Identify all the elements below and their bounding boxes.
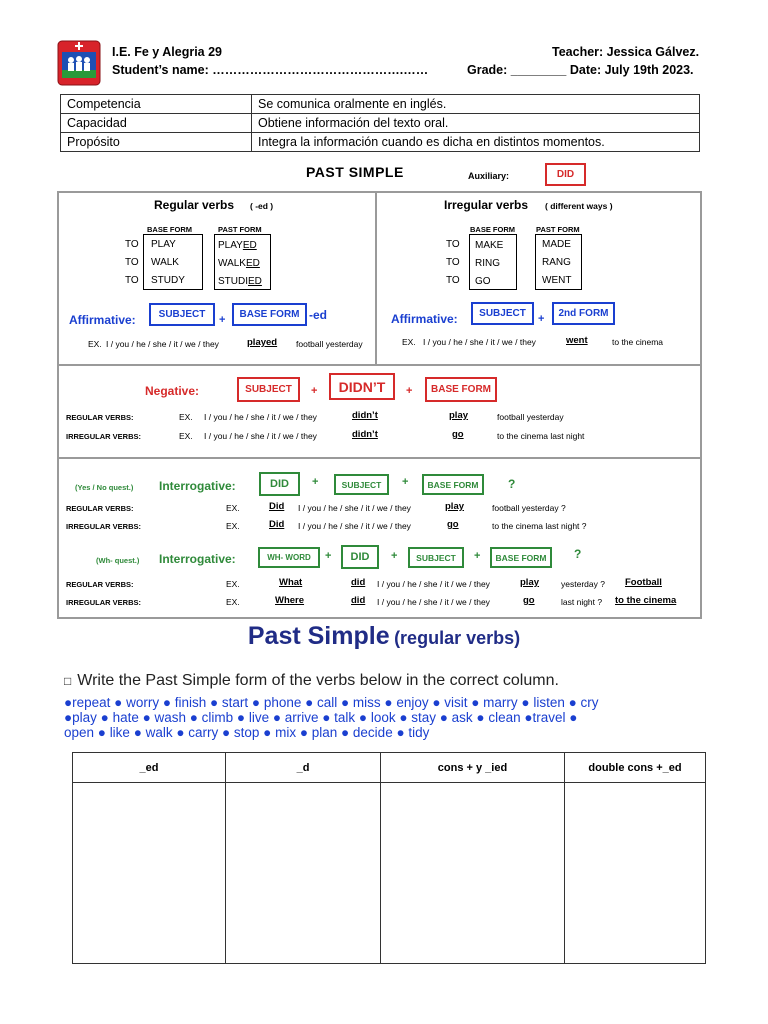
to-label: TO xyxy=(446,239,460,250)
did-box: DID xyxy=(259,472,300,496)
past-verb: MADE xyxy=(542,239,571,250)
aux-didnt: didn’t xyxy=(352,410,378,421)
worksheet-title: Past Simple (regular verbs) xyxy=(247,622,521,650)
school-logo xyxy=(57,40,101,86)
plus-sign: + xyxy=(391,550,398,562)
answer: Football xyxy=(625,577,662,588)
to-label: TO xyxy=(446,257,460,268)
table-row xyxy=(61,95,700,114)
example-label: EX. xyxy=(179,431,193,441)
past-form-header: PAST FORM xyxy=(218,225,262,234)
past-verb: WENT xyxy=(542,275,572,286)
pronouns: I / you / he / she / it / we / they xyxy=(106,339,219,349)
example-rest: yesterday ? xyxy=(561,579,605,589)
example-label: EX. xyxy=(402,337,416,347)
plus-sign: + xyxy=(312,476,319,488)
past-verb: WALKED xyxy=(218,258,260,269)
base-form-header: BASE FORM xyxy=(147,225,192,234)
grade-date: Grade: ________ Date: July 19th 2023. xyxy=(467,63,694,77)
interrogative-label: Interrogative: xyxy=(159,552,236,566)
column-header: double cons +_ed xyxy=(565,753,706,783)
panel-divider xyxy=(57,364,702,366)
example-label: EX. xyxy=(226,597,240,607)
answer-table xyxy=(72,752,706,964)
verb-type-label: REGULAR VERBS: xyxy=(66,580,134,589)
column-header: _ed xyxy=(73,753,226,783)
teacher-name: Teacher: Jessica Gálvez. xyxy=(552,45,700,59)
ed-suffix: -ed xyxy=(309,308,327,322)
school-name: I.E. Fe y Alegria 29 xyxy=(112,45,223,59)
verb-type-label: IRREGULAR VERBS: xyxy=(66,522,142,531)
wh-tag: (Wh- quest.) xyxy=(96,556,140,565)
aux-did: Did xyxy=(269,519,285,530)
plus-sign: + xyxy=(219,314,226,326)
aux-did: Did xyxy=(269,501,285,512)
verb-played: played xyxy=(247,337,278,348)
answer-cell-ied[interactable] xyxy=(381,783,565,964)
answer-cell-double[interactable] xyxy=(565,783,706,964)
verb-go: go xyxy=(452,429,464,440)
verb-play: play xyxy=(445,501,465,512)
affirmative-label: Affirmative: xyxy=(391,312,458,326)
base-verb: STUDY xyxy=(151,275,185,286)
plus-sign: + xyxy=(311,385,318,397)
subject-box: SUBJECT xyxy=(471,302,534,325)
wh-word-box: WH- WORD xyxy=(258,547,320,568)
to-label: TO xyxy=(125,257,139,268)
student-name-line: Student’s name: ……………………………………….…… xyxy=(112,63,429,77)
row-label: Propósito xyxy=(61,133,252,152)
competency-table xyxy=(60,94,700,152)
row-label: Competencia xyxy=(61,95,252,114)
auxiliary-did-box: DID xyxy=(545,163,586,186)
column-header: _d xyxy=(226,753,381,783)
subject-box: SUBJECT xyxy=(408,547,464,568)
example-rest: to the cinema last night ? xyxy=(492,521,587,531)
regular-verbs-title: Regular verbs xyxy=(154,198,235,212)
to-label: TO xyxy=(125,275,139,286)
example-rest: to the cinema last night xyxy=(497,431,585,441)
example-rest: football yesterday ? xyxy=(492,503,566,513)
example-rest: football yesterday xyxy=(296,339,363,349)
answer: to the cinema xyxy=(615,595,677,606)
row-value: Obtiene información del texto oral. xyxy=(252,114,700,133)
example-rest: last night ? xyxy=(561,597,603,607)
question-mark: ? xyxy=(508,477,516,491)
did-box: DID xyxy=(341,545,379,569)
verb-go: go xyxy=(523,595,535,606)
word-list-line: ●repeat ● worry ● finish ● start ● phone ● call ● miss ● enjoy ● visit ● marry ● listen ● cry xyxy=(64,695,599,710)
column-header: cons + y _ied xyxy=(381,753,565,783)
base-form-header: BASE FORM xyxy=(470,225,515,234)
pronouns: I / you / he / she / it / we / they xyxy=(298,503,411,513)
pronouns: I / you / he / she / it / we / they xyxy=(204,431,317,441)
example-rest: to the cinema xyxy=(612,337,664,347)
answer-cell-ed[interactable] xyxy=(73,783,226,964)
to-label: TO xyxy=(446,275,460,286)
pronouns: I / you / he / she / it / we / they xyxy=(423,337,536,347)
auxiliary-label: Auxiliary: xyxy=(468,171,510,181)
plus-sign: + xyxy=(538,313,545,325)
base-form-box: BASE FORM xyxy=(490,547,552,568)
irregular-verbs-title: Irregular verbs xyxy=(444,198,529,212)
verb-type-label: IRREGULAR VERBS: xyxy=(66,598,142,607)
instruction: □ Write the Past Simple form of the verbs below in the correct column. xyxy=(64,672,559,689)
verb-go: go xyxy=(447,519,459,530)
subject-box: SUBJECT xyxy=(334,474,389,495)
irregular-verbs-subtitle: ( different ways ) xyxy=(545,201,613,211)
grammar-title: PAST SIMPLE xyxy=(306,164,404,180)
wh-word: What xyxy=(279,577,303,588)
word-list-line: open ● like ● walk ● carry ● stop ● mix ● plan ● decide ● tidy xyxy=(64,725,430,740)
verb-type-label: REGULAR VERBS: xyxy=(66,504,134,513)
interrogative-label: Interrogative: xyxy=(159,479,236,493)
base-verb: RING xyxy=(475,258,500,269)
past-verb: RANG xyxy=(542,257,571,268)
example-rest: football yesterday xyxy=(497,412,564,422)
word-list-line: ●play ● hate ● wash ● climb ● live ● arrive ● talk ● look ● stay ● ask ● clean ●travel ● xyxy=(64,710,578,725)
regular-verbs-subtitle: ( -ed ) xyxy=(250,201,274,211)
plus-sign: + xyxy=(406,385,413,397)
pronouns: I / you / he / she / it / we / they xyxy=(377,579,490,589)
plus-sign: + xyxy=(325,550,332,562)
row-value: Se comunica oralmente en inglés. xyxy=(252,95,700,114)
didnt-box: DIDN’T xyxy=(329,373,395,400)
table-header-row xyxy=(73,753,706,783)
panel-divider xyxy=(57,457,702,459)
past-verb: STUDIED xyxy=(218,276,262,287)
yesno-tag: (Yes / No quest.) xyxy=(75,483,134,492)
plus-sign: + xyxy=(474,550,481,562)
base-verb: GO xyxy=(475,276,491,287)
panel-divider-vertical xyxy=(375,191,377,365)
base-verb: PLAY xyxy=(151,239,176,250)
aux-did: did xyxy=(351,577,366,588)
question-mark: ? xyxy=(574,547,582,561)
verb-went: went xyxy=(566,335,588,346)
pronouns: I / you / he / she / it / we / they xyxy=(377,597,490,607)
answer-cell-d[interactable] xyxy=(226,783,381,964)
example-label: EX. xyxy=(226,503,240,513)
example-label: EX. xyxy=(179,412,193,422)
pronouns: I / you / he / she / it / we / they xyxy=(204,412,317,422)
base-form-box: BASE FORM xyxy=(422,474,484,495)
negative-label: Negative: xyxy=(145,384,200,398)
affirmative-label: Affirmative: xyxy=(69,313,136,327)
aux-did: did xyxy=(351,595,366,606)
past-verb: PLAYED xyxy=(218,240,257,251)
logo-text: FE Y ALEGRIA xyxy=(59,8,86,13)
subject-box: SUBJECT xyxy=(149,303,215,326)
verb-type-label: IRREGULAR VERBS: xyxy=(66,432,142,441)
past-form-header: PAST FORM xyxy=(536,225,580,234)
example-label: EX. xyxy=(88,339,102,349)
base-verb: WALK xyxy=(151,257,179,268)
wh-word: Where xyxy=(275,595,305,606)
base-verb: MAKE xyxy=(475,240,504,251)
aux-didnt: didn’t xyxy=(352,429,378,440)
pronouns: I / you / he / she / it / we / they xyxy=(298,521,411,531)
checkbox-icon: □ xyxy=(64,674,72,688)
base-form-box: BASE FORM xyxy=(425,377,497,402)
verb-play: play xyxy=(449,410,469,421)
to-label: TO xyxy=(125,239,139,250)
row-label: Capacidad xyxy=(61,114,252,133)
table-row xyxy=(61,114,700,133)
second-form-box: 2nd FORM xyxy=(552,302,615,325)
verb-play: play xyxy=(520,577,540,588)
plus-sign: + xyxy=(402,476,409,488)
example-label: EX. xyxy=(226,579,240,589)
base-form-box: BASE FORM xyxy=(232,303,307,326)
table-row xyxy=(61,133,700,152)
verb-type-label: REGULAR VERBS: xyxy=(66,413,134,422)
row-value: Integra la información cuando es dicha en distintos momentos. xyxy=(252,133,700,152)
example-label: EX. xyxy=(226,521,240,531)
subject-box: SUBJECT xyxy=(237,377,300,402)
table-row xyxy=(73,783,706,964)
